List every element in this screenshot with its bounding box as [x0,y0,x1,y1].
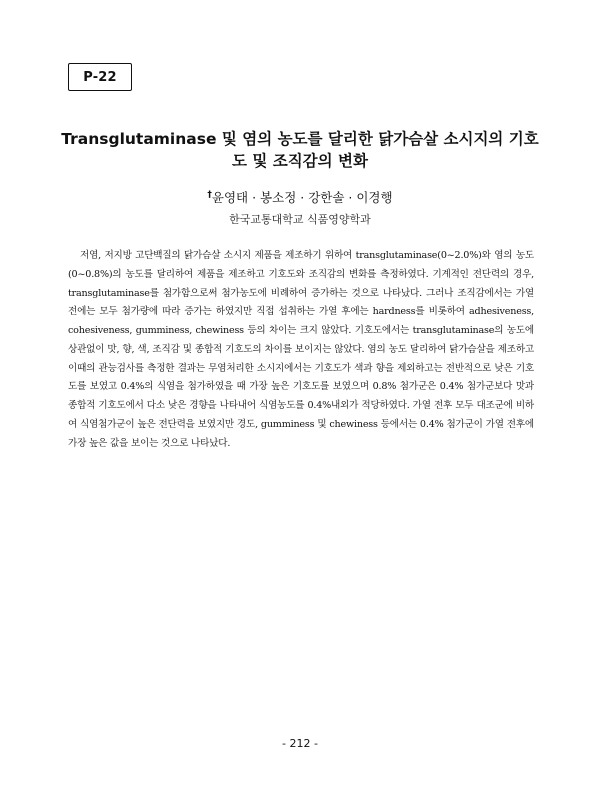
author-names: 윤영태 · 봉소정 · 강한솔 · 이경행 [211,190,393,205]
poster-id-badge: P-22 [68,63,132,91]
page-number: - 212 - [282,737,318,750]
author-list [60,188,540,206]
abstract-text: 저염, 저지방 고단백질의 닭가슴살 소시지 제품을 제조하기 위하여 transglutaminase(0~2.0%)와 염의 농도(0~0.8%)의 농도를 달리하여 제품을 제조하고 기호도와 조직감의 변화를 측정하였다. 기계적인 전단력의 경우, transglutaminase를 첨가함으로써 첨가농도에 비례하여 증가하는 것으로 나타났다. 그러나 조직감에서는 가열 전에는 모두 첨가량에 따라 증가는 하였지만 직접 섭취하는 가열 후에는 hardness를 비롯하여 adhesiveness, cohesiveness, gumminess, chewiness 등의 차이는 크지 않았다. 기호도에서는 transglutaminase의 농도에 상관없이 맛, 향, 색, 조직감 및 종합적 기호도의 차이를 보이지는 않았다. 염의 농도 달리하여 닭가슴살을 제조하고 이때의 관능검사를 측정한 결과는 무염처리한 소시지에서는 기호도가 색과 향을 제외하고는 전반적으로 낮은 기호도를 보였고 0.4%의 식염을 첨가하였을 때 가장 높은 기호도를 보였으며 0.8% 첨가군은 0.4% 첨가군보다 맛과 종합적 기호도에서 다소 낮은 경향을 나타내어 식염농도를 0.4%내외가 적당하였다. 가열 전후 모두 대조군에 비하여 식염첨가군이 높은 전단력을 보였지만 경도, gumminess 및 chewiness 등에서는 0.4% 첨가군이 가열 전후에 가장 높은 값을 보이는 것으로 나타났다. [68,250,534,449]
affiliation: 한국교통대학교 식품영양학과 [229,213,371,226]
corresponding-author-mark: † [207,189,212,200]
paper-title: Transglutaminase 및 염의 농도를 달리한 닭가슴살 소시지의 기호도 및 조직감의 변화 [61,130,539,170]
